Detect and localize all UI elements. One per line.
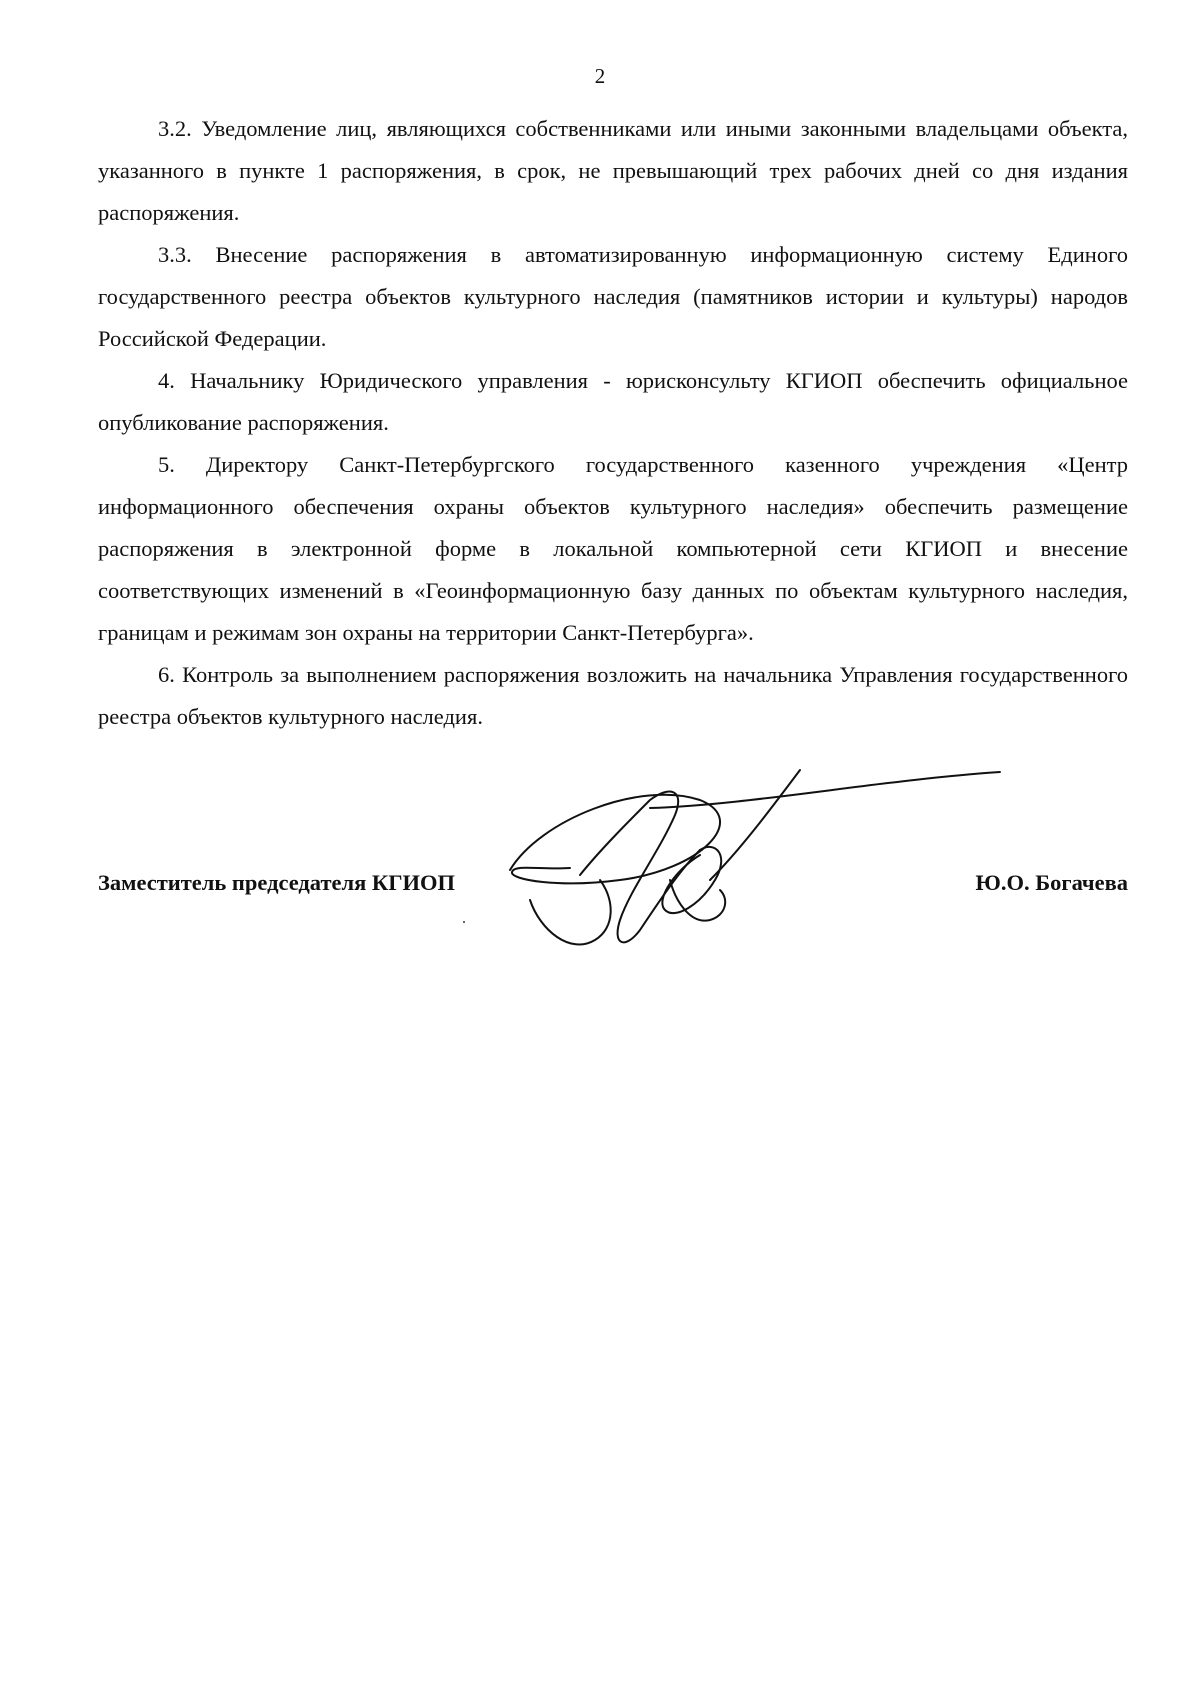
paragraph-4: 4. Начальнику Юридического управления - юрисконсульту КГИОП обеспечить официальное опубликование распоряжения. <box>98 368 1128 435</box>
paragraph-6: 6. Контроль за выполнением распоряжения возложить на начальника Управления государственного реестра объектов культурного наследия. <box>98 662 1128 729</box>
paragraph-5: 5. Директору Санкт-Петербургского государственного казенного учреждения «Центр информационного обеспечения охраны объектов культурного наследия» обеспечить размещение распоряжения в электронной форме в локальной компьютерной сети КГИОП и внесение соответствующих изменений в «Геоинформационную базу данных по объектам культурного наследия, границам и режимам зон охраны на территории Санкт-Петербурга». <box>98 452 1128 645</box>
signer-title: Заместитель председателя КГИОП <box>98 870 456 895</box>
paragraph-3-2: 3.2. Уведомление лиц, являющихся собственниками или иными законными владельцами объекта, указанного в пункте 1 распоряжения, в срок, не превышающий трех рабочих дней со дня издания распоряжения. <box>98 116 1128 225</box>
paragraph-3-3: 3.3. Внесение распоряжения в автоматизированную информационную систему Единого государственного реестра объектов культурного наследия (памятников истории и культуры) народов Российской Федерации. <box>98 242 1128 351</box>
stray-mark <box>463 921 465 923</box>
page-number: 2 <box>594 64 606 88</box>
signer-name: Ю.О. Богачева <box>975 870 1128 895</box>
handwritten-signature-icon <box>500 760 1050 980</box>
document-body <box>98 108 1128 738</box>
